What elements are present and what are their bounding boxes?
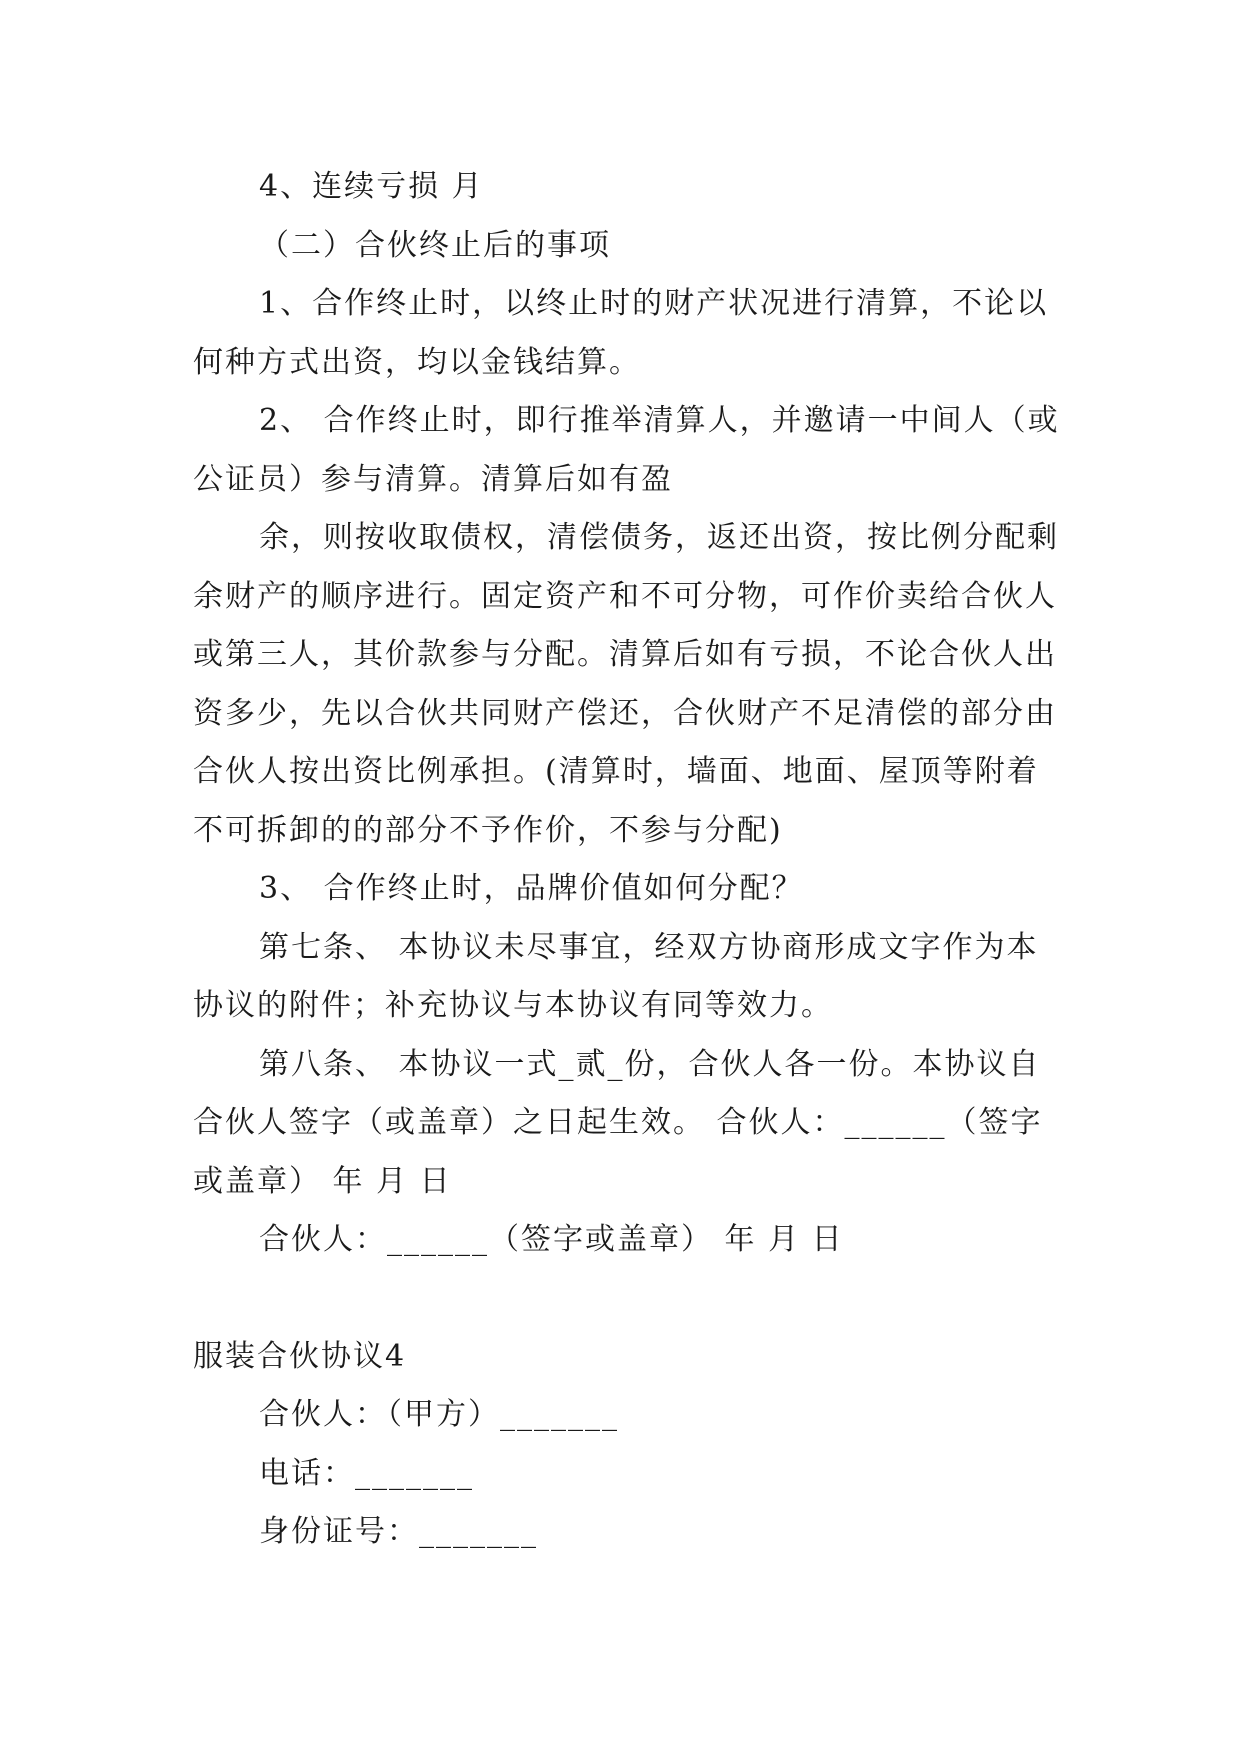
paragraph-clause-2: 2、 合作终止时，即行推举清算人，并邀请一中间人（或公证员）参与清算。清算后如有盈 (193, 403, 1060, 497)
paragraph-clause-3: 3、 合作终止时，品牌价值如何分配？ (259, 871, 804, 906)
paragraph-clause-1: 1、合作终止时，以终止时的财产状况进行清算，不论以何种方式出资，均以金钱结算。 (193, 286, 1049, 380)
field-partner-a: 合伙人：（甲方）_______ (259, 1397, 619, 1432)
paragraph-partner-signature: 合伙人：______（签字或盖章） 年 月 日 (259, 1222, 844, 1257)
paragraph-article-8: 第八条、 本协议一式_贰_份，合伙人各一份。本协议自合伙人签字（或盖章）之日起生效。 合伙人：______（签字或盖章） 年 月 日 (193, 1046, 1043, 1199)
field-id-number: 身份证号：_______ (259, 1514, 538, 1549)
section-title: 服装合伙协议4 (193, 1338, 407, 1374)
paragraph-article-7: 第七条、 本协议未尽事宜，经双方协商形成文字作为本协议的附件；补充协议与本协议有同等效力。 (193, 929, 1039, 1023)
section-gap (193, 1270, 1063, 1328)
paragraph-loss-months: 4、连续亏损 月 (259, 169, 484, 204)
paragraph-subheading-after-termination: （二）合伙终止后的事项 (259, 227, 611, 263)
document-body (193, 158, 1063, 1562)
field-phone: 电话：_______ (259, 1455, 474, 1491)
paragraph-surplus-distribution: 余，则按收取债权，清偿债务，返还出资，按比例分配剩余财产的顺序进行。固定资产和不可分物，可作价卖给合伙人或第三人，其价款参与分配。清算后如有亏损，不论合伙人出资多少，先以合伙共同财产偿还，合伙财产不足清偿的部分由合伙人按出资比例承担。(清算时，墙面、地面、屋顶等附着不可拆卸的的部分不予作价，不参与分配) (193, 520, 1059, 848)
